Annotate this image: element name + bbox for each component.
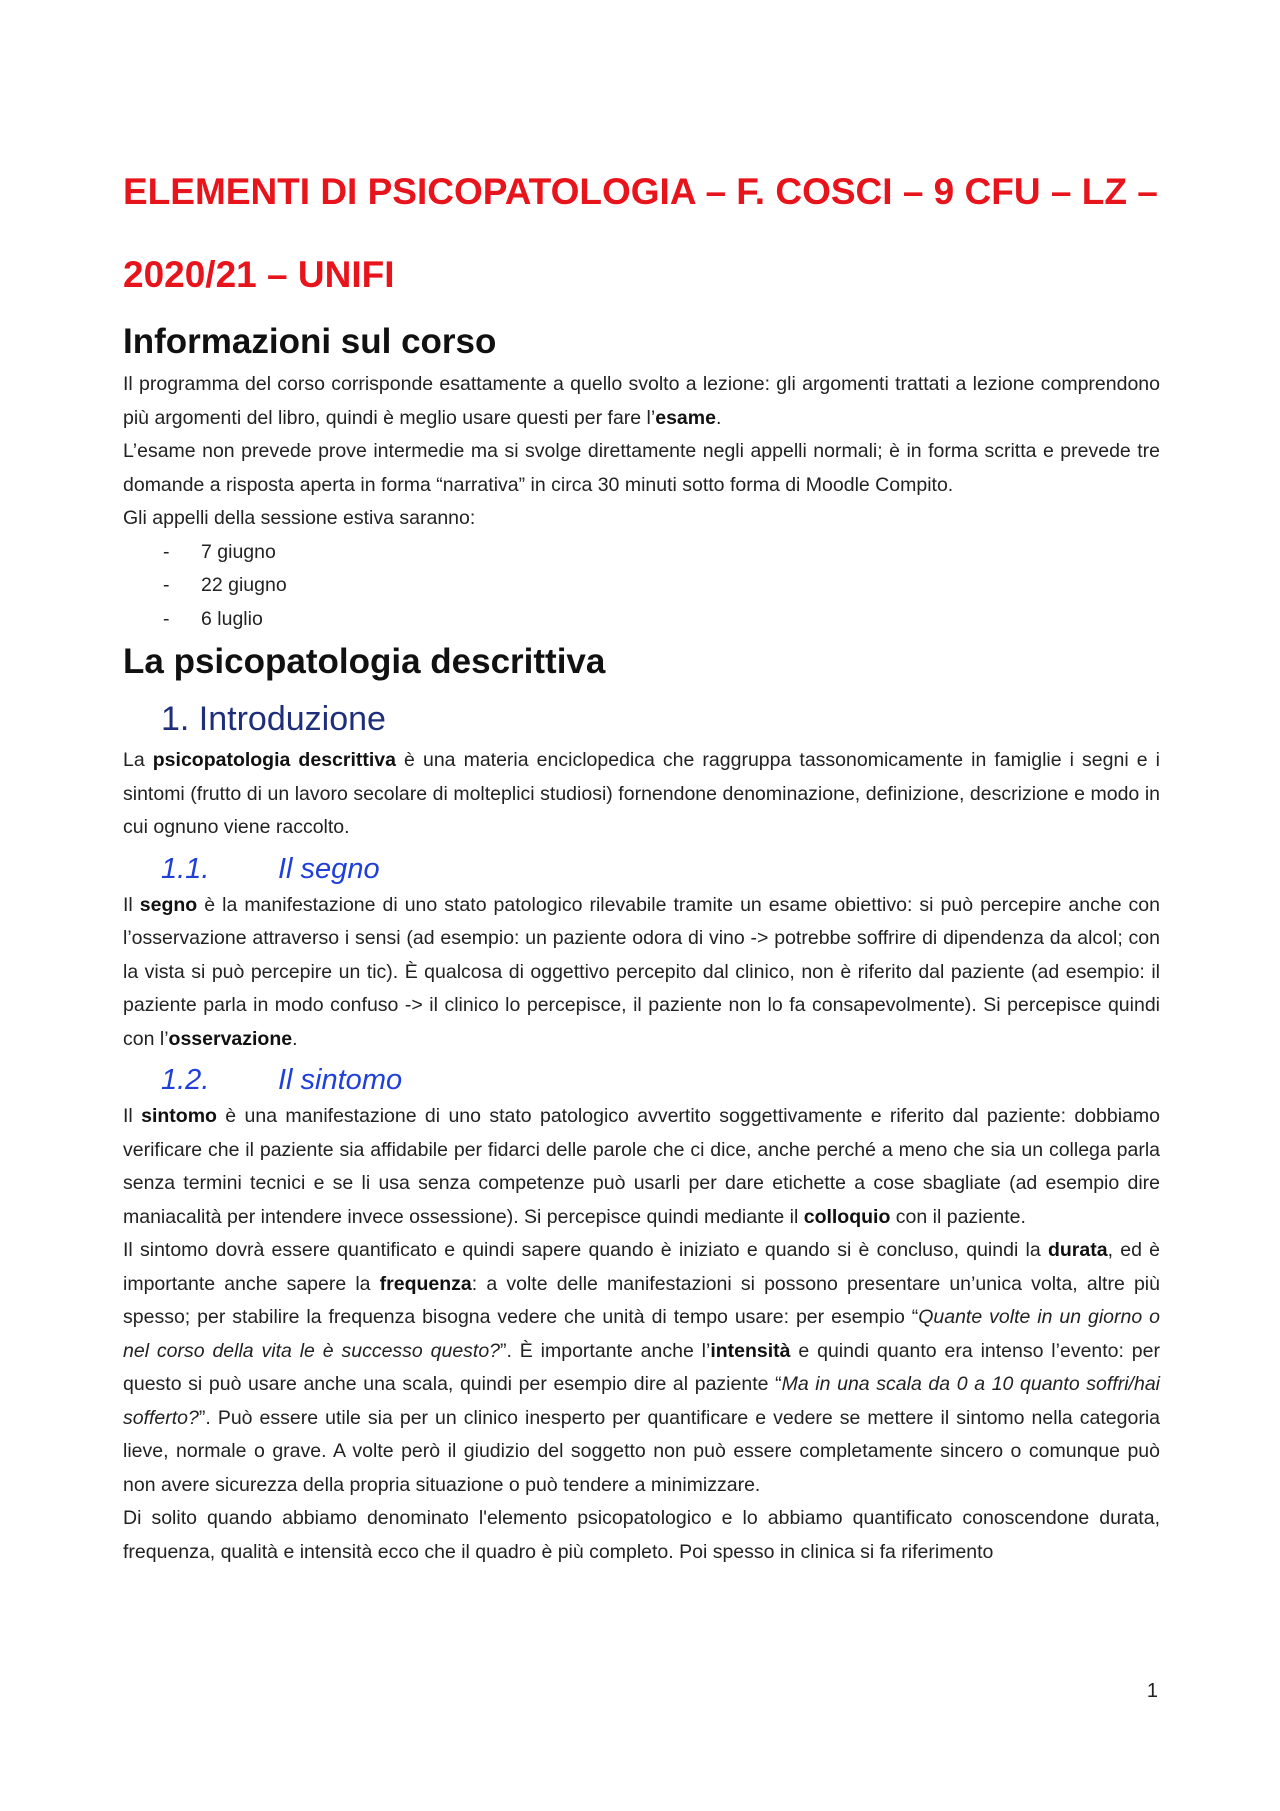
bold-text: esame [655, 406, 716, 429]
paragraph-sintomo-3: Di solito quando abbiamo denominato l'elemento psicopatologico e lo abbiamo quantificato conoscendone durata, frequenza, qualità e intensità ecco che il quadro è più completo. Poi spesso in clinica si fa riferimento [123, 1507, 1160, 1563]
bold-text: colloquio [803, 1205, 891, 1228]
italic-text: Quante volte in un giorno o nel corso della vita le è successo questo? [123, 1306, 1160, 1362]
bold-text: durata [1047, 1239, 1108, 1261]
bold-text: frequenza [379, 1272, 472, 1295]
paragraph-introduzione [123, 744, 1160, 845]
paragraph-segno [123, 889, 1160, 1057]
text: ”. Può essere utile sia per un clinico inesperto per quantificare e vedere se mettere il sintomo nella categoria lieve, normale o grave. A volte però il giudizio del soggetto non può essere completamente sincero o comunque può non avere sicurezza della propria situazione o può tendere a minimizzare. [123, 1406, 1160, 1496]
text: , ed è importante anche sapere la [123, 1239, 1160, 1295]
subsubsection-heading-segno [161, 849, 1160, 889]
heading-text: Il sintomo [278, 1064, 403, 1096]
heading-number: 1.2. [161, 1064, 210, 1096]
bold-text: intensità [710, 1339, 791, 1362]
exam-dates-list [123, 536, 1160, 637]
text: . [715, 406, 722, 429]
text: . [292, 1027, 298, 1050]
bold-text: sintomo [141, 1105, 217, 1127]
text: e quindi quanto era intenso l’evento: per questo si può usare anche una scala, quindi per esempio dire al paziente “ [123, 1339, 1160, 1395]
italic-text: Ma in una scala da 0 a 10 quanto soffri/hai sofferto? [123, 1373, 1160, 1429]
heading-number: 1.1. [161, 852, 210, 885]
document-title: ELEMENTI DI PSICOPATOLOGIA – F. COSCI – 9 CFU – LZ – 2020/21 – UNIFI [123, 171, 1158, 295]
page-number: 1 [1146, 1680, 1158, 1702]
subsection-heading-introduzione: 1. Introduzione [161, 700, 386, 738]
text: è una materia enciclopedica che raggruppa tassonomicamente in famiglie i segni e i sintomi (frutto di un lavoro secolare di molteplici studiosi) fornendone denominazione, definizione, descrizione e modo in cui ognuno viene raccolto. [123, 749, 1161, 838]
bold-text: segno [139, 893, 198, 916]
text: La [123, 749, 153, 771]
paragraph-sintomo-2 [123, 1234, 1160, 1502]
subsubsection-heading-sintomo [161, 1060, 1160, 1100]
text: è la manifestazione di uno stato patologico rilevabile tramite un esame obiettivo: si può percepire anche con l’osservazione attraverso i sensi (ad esempio: un paziente odora di vino -> potrebbe soffrire di dipendenza da alcol; con la vista si può percepire un tic). È qualcosa di oggettivo percepito dal clinico, non è riferito dal paziente (ad esempio: il paziente parla in modo confuso -> il clinico lo percepisce, il paziente non lo fa consapevolmente). Si percepisce quindi con l’ [123, 893, 1161, 1050]
text: Il programma del corso corrisponde esattamente a quello svolto a lezione: gli argomenti trattati a lezione comprendono più argomenti del libro, quindi è meglio usare questi per fare l’ [123, 373, 1160, 429]
text: Il [123, 1105, 142, 1127]
list-item: - 22 giugno [163, 569, 1160, 603]
bold-text: osservazione [168, 1027, 293, 1050]
list-item: - 7 giugno [163, 536, 1160, 570]
paragraph-programma [123, 368, 1160, 435]
paragraph-sintomo-1 [123, 1100, 1160, 1234]
text: : a volte delle manifestazioni si possono presentare un’unica volta, altre più spesso; per stabilire la frequenza bisogna vedere che unità di tempo usare: per esempio “ [123, 1272, 1160, 1328]
text: Il [123, 893, 140, 916]
text: è una manifestazione di uno stato patologico avvertito soggettivamente e riferito dal paziente: dobbiamo verificare che il paziente sia affidabile per fidarci delle parole che ci dice, anche perché a meno che sia un collega parla senza termini tecnici e se li usa senza competenze può usarli per dare etichette a cose sbagliate (ad esempio dire maniacalità per intendere invece ossessione). Si percepisce quindi mediante il [123, 1105, 1160, 1228]
section-heading-psicopatologia-descrittiva: La psicopatologia descrittiva [123, 642, 606, 681]
text: con il paziente. [890, 1205, 1026, 1228]
paragraph-esame: L’esame non prevede prove intermedie ma si svolge direttamente negli appelli normali; è in forma scritta e prevede tre domande a risposta aperta in forma “narrativa” in circa 30 minuti sotto forma di Moodle Compito. [123, 440, 1160, 496]
section-heading-informazioni: Informazioni sul corso [123, 322, 497, 361]
list-item: - 6 luglio [163, 603, 1160, 637]
bold-text: psicopatologia descrittiva [152, 749, 396, 771]
text: ”. È importante anche l’ [500, 1339, 711, 1362]
paragraph-appelli: Gli appelli della sessione estiva saranno: [123, 507, 476, 529]
heading-text: Il segno [278, 852, 380, 885]
text: Il sintomo dovrà essere quantificato e quindi sapere quando è iniziato e quando si è concluso, quindi la [123, 1239, 1048, 1261]
